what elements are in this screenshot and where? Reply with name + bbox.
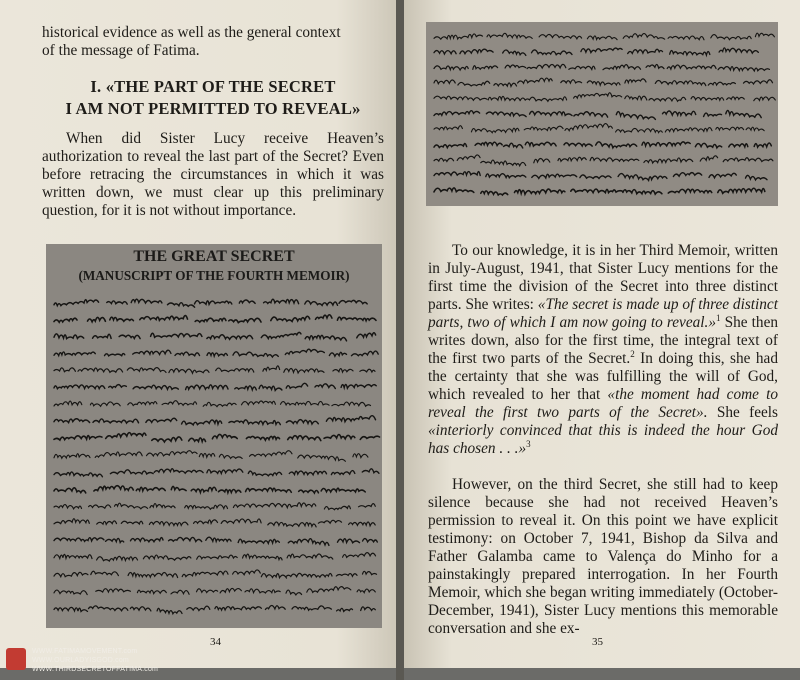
intro-line-1: historical evidence as well as the general context [42, 24, 341, 41]
handwriting-line [54, 416, 376, 425]
para1-text-a: To our knowledge, it is in her Third Memoir, written in July-August, 1941, that Sister Lucy mentions for the first time the division of the Secret into three distinct parts. She writes: [428, 242, 778, 313]
handwriting-line [54, 332, 376, 340]
handwriting-line [434, 172, 767, 181]
handwriting-line [54, 553, 376, 561]
handwriting-scribble-right [426, 22, 778, 206]
handwriting-line [54, 537, 377, 545]
handwriting-line [54, 519, 375, 527]
footer-url-2: WWW.OURLADYISGOD.com [32, 657, 129, 664]
handwriting-line [54, 587, 375, 595]
right-paragraph-2 [428, 476, 778, 638]
left-paragraph [42, 130, 384, 220]
left-paragraph-text: When did Sister Lucy receive Heaven’s authorization to reveal the last part of the Secret? Even before retracing the circumstances in which it was written down, we must clear up this preliminary question, for it is not without importance. [42, 130, 384, 219]
footer-urls [32, 647, 158, 674]
handwriting-scribble [46, 244, 382, 628]
para1-quote-1: «The secret is made up of three distinct parts, two of which I am now going to reveal.» [428, 296, 778, 331]
handwriting-line [434, 78, 773, 86]
right-paragraph-1 [428, 242, 778, 458]
handwriting-line [54, 401, 370, 407]
footer-url-1: WWW.FATIMAMOVEMENT.com [32, 648, 138, 655]
handwriting-line [54, 605, 375, 613]
handwriting-line [434, 33, 774, 40]
intro-text [42, 24, 384, 60]
handwriting-line [54, 299, 367, 307]
para1-text-b: She then writes down, also for the first time, the integral text of the first two parts of the Secret. [428, 314, 779, 367]
manuscript-title: THE GREAT SECRET [133, 248, 295, 265]
handwriting-line [434, 48, 758, 56]
handwriting-line [54, 469, 379, 477]
handwriting-line [54, 349, 378, 357]
footnote-ref-1: 1 [716, 312, 721, 323]
handwriting-line [54, 503, 375, 510]
handwriting-line [54, 486, 365, 493]
footer-url-3: WWW.THIRDSECRETOFFATIMA.com [32, 666, 159, 673]
para2-text: However, on the third Secret, she still had to keep silence because she had not received Heaven’s permission to reveal it. On this point we have explicit testimony: on October 7, 1941, Bishop da Silva and Father Galamba came to Valença do Minho for a painstakingly prepared interrogation. In her Fourth Memoir, which she began writing immediately (October-December, 1941), Sister Lucy mentions this memorable conversation and she ex- [428, 476, 778, 637]
handwriting-line [54, 315, 376, 323]
section-heading-line-1: I. «THE PART OF THE SECRET [90, 77, 336, 96]
para1-quote-3: «interiorly convinced that this is indeed the hour God has chosen . . .» [428, 422, 778, 457]
handwriting-line [434, 64, 769, 71]
section-heading-line-2: I AM NOT PERMITTED TO REVEAL» [65, 99, 361, 118]
handwriting-line [434, 142, 771, 148]
right-page [404, 0, 800, 668]
para1-quote-2: «the moment had come to reveal the first two parts of the Secret». [428, 386, 778, 421]
footnote-ref-2: 2 [630, 348, 635, 359]
handwriting-line [54, 451, 368, 462]
handwriting-line [54, 383, 376, 390]
section-heading [42, 76, 384, 120]
book-gutter [396, 0, 404, 680]
handwriting-line [434, 93, 775, 102]
handwriting-line [434, 188, 765, 195]
manuscript-image [46, 244, 382, 628]
page-number-left: 34 [210, 636, 221, 648]
handwriting-line [54, 366, 375, 373]
handwriting-line [434, 124, 764, 133]
movement-logo [6, 648, 26, 670]
manuscript-subtitle: (MANUSCRIPT OF THE FOURTH MEMOIR) [78, 268, 350, 283]
para1-text-c: In doing this, she had the certainty that she was fulfilling the will of God, which revealed to her that [428, 350, 778, 403]
manuscript-excerpt [426, 22, 778, 206]
intro-line-2: of the message of Fatima. [42, 42, 200, 59]
handwriting-line [434, 155, 773, 166]
handwriting-line [54, 570, 377, 578]
page-number-right: 35 [592, 636, 603, 648]
handwriting-line [54, 433, 379, 442]
para1-text-d: She feels [707, 404, 778, 421]
footnote-ref-3: 3 [526, 438, 531, 449]
left-page [0, 0, 396, 668]
handwriting-line [434, 110, 761, 119]
